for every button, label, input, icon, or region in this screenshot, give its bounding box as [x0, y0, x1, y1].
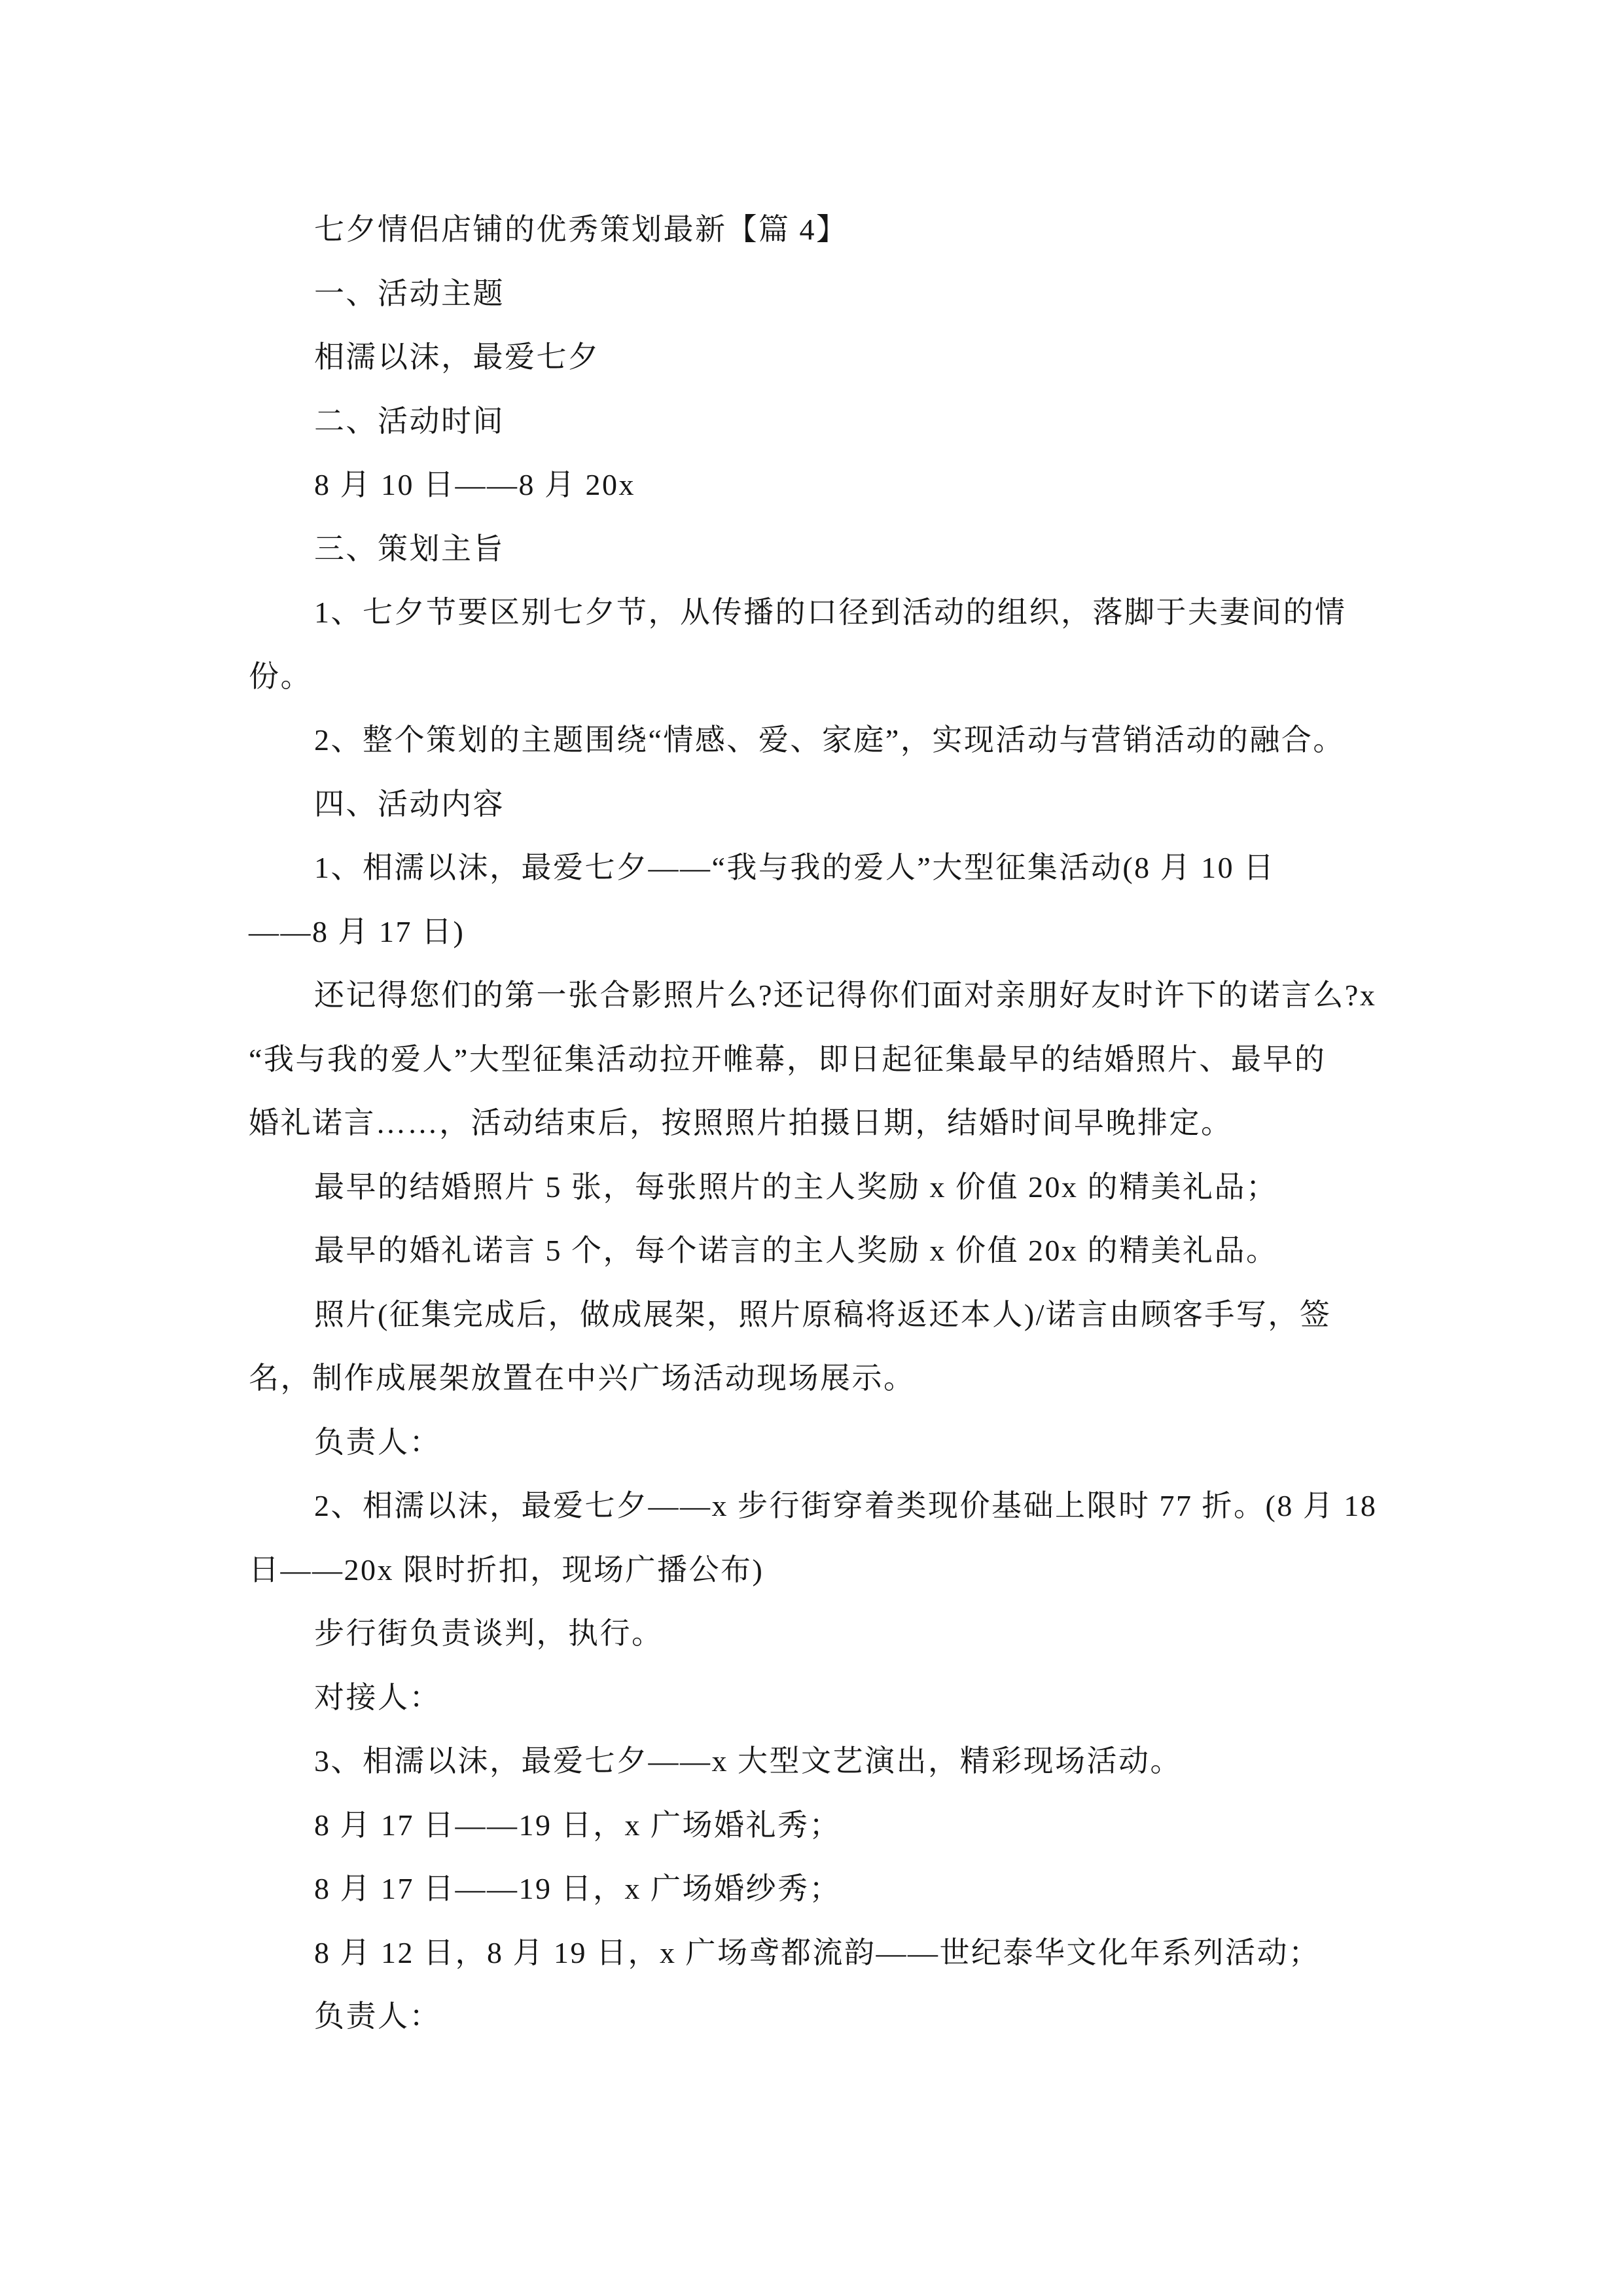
text-line: 8 月 17 日——19 日，x 广场婚礼秀； [314, 1808, 841, 1842]
document-body [249, 198, 1407, 2049]
text-line: 三、策划主旨 [314, 531, 505, 565]
text-line: 1、相濡以沫，最爱七夕——“我与我的爱人”大型征集活动(8 月 10 日 [314, 851, 1275, 884]
text-line: 负责人： [314, 2000, 441, 2033]
text-line: 2、整个策划的主题围绕“情感、爱、家庭”，实现活动与营销活动的融合。 [314, 723, 1345, 757]
text-line: 最早的结婚照片 5 张，每张照片的主人奖励 x 价值 20x 的精美礼品； [314, 1170, 1278, 1204]
text-line: 相濡以沫，最爱七夕 [314, 340, 600, 374]
text-line: “我与我的爱人”大型征集活动拉开帷幕，即日起征集最早的结婚照片、最早的 [249, 1042, 1327, 1076]
text-line: 一、活动主题 [314, 276, 505, 310]
text-line: 8 月 17 日——19 日，x 广场婚纱秀； [314, 1872, 841, 1905]
text-line: 二、活动时间 [314, 404, 505, 438]
text-line: 负责人： [314, 1425, 441, 1459]
text-line: 照片(征集完成后，做成展架，照片原稿将返还本人)/诺言由顾客手写，签 [314, 1297, 1332, 1331]
text-line: 份。 [249, 659, 312, 693]
text-line: 2、相濡以沫，最爱七夕——x 步行街穿着类现价基础上限时 77 折。(8 月 18 [314, 1489, 1378, 1522]
text-line: 对接人： [314, 1680, 441, 1714]
text-line: 婚礼诺言……，活动结束后，按照照片拍摄日期，结婚时间早晚排定。 [249, 1106, 1233, 1139]
text-line: 名，制作成展架放置在中兴广场活动现场展示。 [249, 1361, 916, 1395]
text-line: 1、七夕节要区别七夕节，从传播的口径到活动的组织，落脚于夫妻间的情 [314, 596, 1347, 629]
text-line: 日——20x 限时折扣，现场广播公布) [249, 1552, 764, 1587]
text-line: 3、相濡以沫，最爱七夕——x 大型文艺演出，精彩现场活动。 [314, 1744, 1182, 1778]
text-line: 还记得您们的第一张合影照片么?还记得你们面对亲朋好友时许下的诺言么?x [314, 978, 1377, 1012]
text-line: 四、活动内容 [314, 787, 505, 821]
text-line: ——8 月 17 日) [249, 914, 465, 948]
text-line: 8 月 10 日——8 月 20x [314, 468, 635, 501]
text-line: 最早的婚礼诺言 5 个，每个诺言的主人奖励 x 价值 20x 的精美礼品。 [314, 1234, 1278, 1267]
text-line: 七夕情侣店铺的优秀策划最新【篇 4】 [314, 213, 848, 246]
text-line: 步行街负责谈判，执行。 [314, 1617, 664, 1650]
text-line: 8 月 12 日，8 月 19 日，x 广场鸢都流韵——世纪泰华文化年系列活动； [314, 1935, 1321, 1969]
